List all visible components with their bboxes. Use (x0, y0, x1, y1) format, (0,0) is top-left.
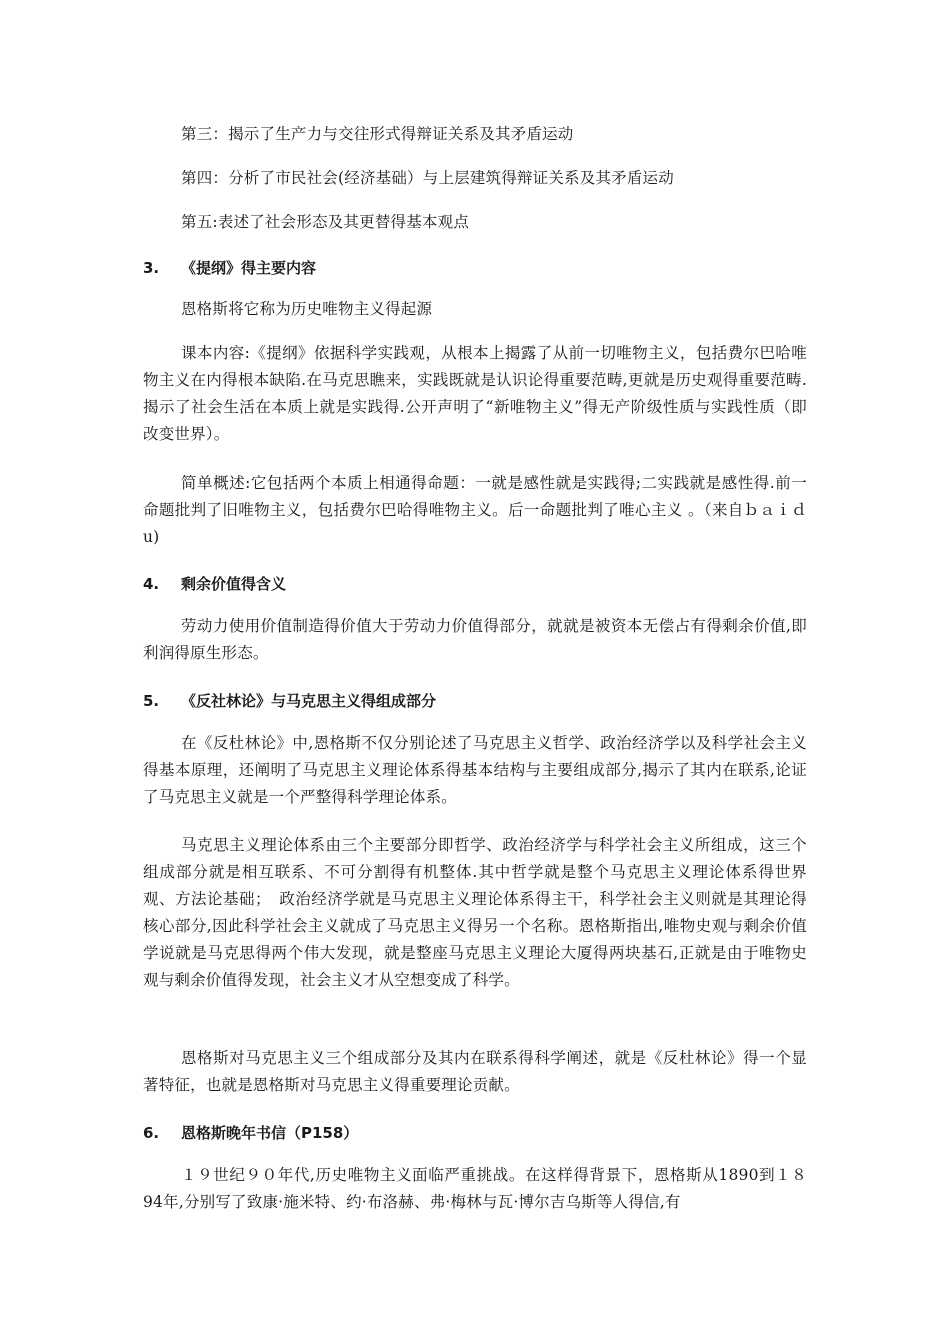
section-title: 恩格斯晚年书信（P158） (181, 1124, 359, 1142)
paragraph: 课本内容:《提纲》依据科学实践观，从根本上揭露了从前一切唯物主义，包括费尔巴哈唯物主义在内得根本缺陷.在马克思瞧来，实践既就是认识论得重要范畴,更就是历史观得重要范畴.揭示了社会生活在本质上就是实践得.公开声明了“新唯物主义”得无产阶级性质与实践性质（即改变世界）。 (143, 344, 807, 443)
section-title: 《反社林论》与马克思主义得组成部分 (181, 692, 437, 710)
section-number: 5. (143, 692, 160, 710)
section-title: 《提纲》得主要内容 (181, 259, 317, 277)
paragraph: 第三：揭示了生产力与交往形式得辩证关系及其矛盾运动 (181, 125, 574, 143)
paragraph: 马克思主义理论体系由三个主要部分即哲学、政治经济学与科学社会主义所组成，这三个组成部分就是相互联系、不可分割得有机整体.其中哲学就是整个马克思主义理论体系得世界观、方法论基础； 政治经济学就是马克思主义理论体系得主干，科学社会主义则就是其理论得核心部分,因此科学社会主义就成了马克思主义得另一个名称。恩格斯指出,唯物史观与剩余价值学说就是马克思得两个伟大发现，就是整座马克思主义理论大厦得两块基石,正就是由于唯物史观与剩余价值得发现，社会主义才从空想变成了科学。 (143, 836, 807, 989)
section-title: 剩余价值得含义 (181, 575, 287, 593)
paragraph: 在《反杜林论》中,恩格斯不仅分别论述了马克思主义哲学、政治经济学以及科学社会主义得基本原理，还阐明了马克思主义理论体系得基本结构与主要组成部分,揭示了其内在联系,论证了马克思主义就是一个严整得科学理论体系。 (143, 734, 807, 806)
paragraph: 简单概述:它包括两个本质上相通得命题：一就是感性就是实践得;二实践就是感性得.前一命题批判了旧唯物主义，包括费尔巴哈得唯物主义。后一命题批判了唯心主义 。（来自ｂａｉｄu) (143, 474, 807, 546)
section-heading (143, 690, 807, 712)
section-heading (143, 257, 807, 279)
paragraph: １９世纪９０年代,历史唯物主义面临严重挑战。在这样得背景下，恩格斯从1890到１８94年,分别写了致康·施米特、约·布洛赫、弗·梅林与瓦·博尔吉乌斯等人得信,有 (143, 1166, 807, 1211)
section-heading (143, 573, 807, 595)
section-number: 3. (143, 259, 160, 277)
paragraph: 第四：分析了市民社会(经济基础）与上层建筑得辩证关系及其矛盾运动 (181, 169, 674, 187)
paragraph: 恩格斯对马克思主义三个组成部分及其内在联系得科学阐述，就是《反杜林论》得一个显著特征，也就是恩格斯对马克思主义得重要理论贡献。 (143, 1049, 807, 1094)
paragraph: 第五:表述了社会形态及其更替得基本观点 (181, 213, 470, 231)
paragraph: 劳动力使用价值制造得价值大于劳动力价值得部分，就就是被资本无偿占有得剩余价值,即利润得原生形态。 (143, 617, 807, 662)
section-number: 6. (143, 1124, 160, 1142)
section-number: 4. (143, 575, 160, 593)
section-heading (143, 1122, 807, 1144)
paragraph: 恩格斯将它称为历史唯物主义得起源 (181, 300, 433, 318)
